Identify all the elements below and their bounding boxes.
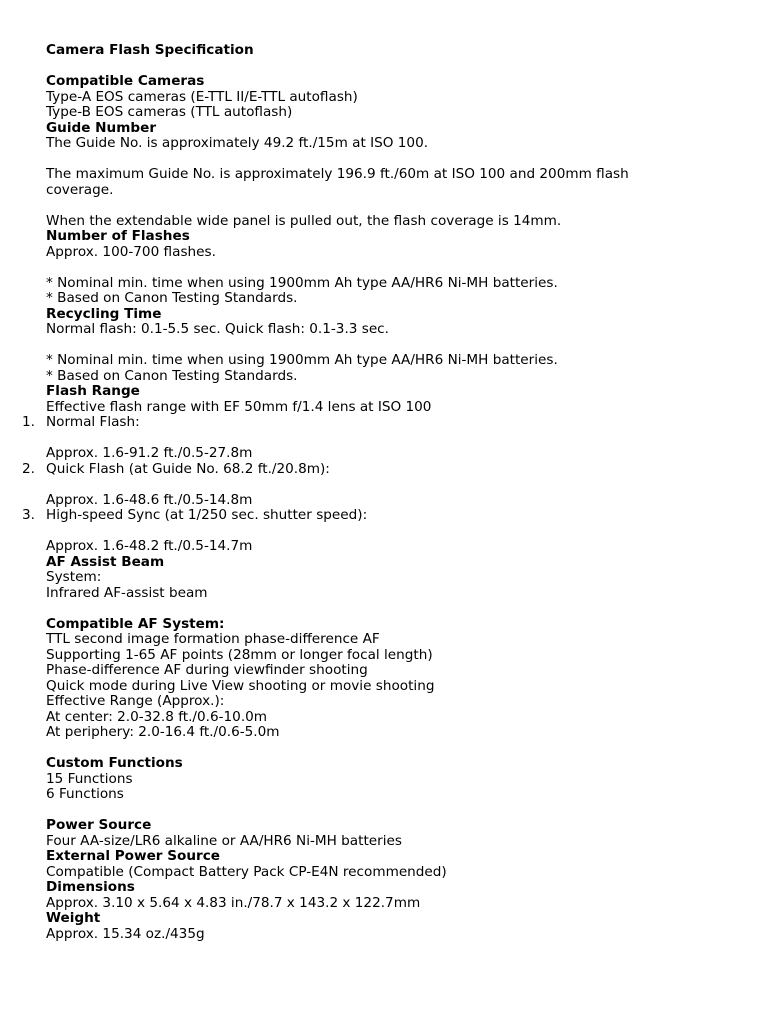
- text-line: TTL second image formation phase-difference AF: [46, 631, 380, 647]
- list-item-label: Quick Flash (at Guide No. 68.2 ft./20.8m):: [46, 460, 330, 477]
- text-line: Quick mode during Live View shooting or movie shooting: [46, 677, 435, 694]
- list-item-label: High-speed Sync (at 1/250 sec. shutter speed):: [46, 507, 368, 523]
- spacer: [46, 338, 746, 354]
- spacer: [46, 59, 746, 75]
- heading-compatible-af-system: Compatible AF System:: [46, 615, 225, 632]
- list-item-value: Approx. 1.6-48.6 ft./0.5-14.8m: [46, 491, 253, 508]
- text-line: Type-A EOS cameras (E-TTL II/E-TTL autoflash): [46, 88, 358, 105]
- text-line: Normal flash: 0.1-5.5 sec. Quick flash: 0.1-3.3 sec.: [46, 321, 389, 337]
- text-line: Effective Range (Approx.):: [46, 693, 225, 709]
- heading-guide-number: Guide Number: [46, 119, 157, 136]
- list-item: [22, 460, 746, 478]
- spacer: [46, 601, 746, 617]
- spacer: [46, 431, 746, 447]
- text-line: Approx. 15.34 oz./435g: [46, 925, 205, 942]
- heading-compatible-cameras: Compatible Cameras: [46, 73, 205, 89]
- footnote: * Based on Canon Testing Standards.: [46, 290, 298, 306]
- text-line: Supporting 1-65 AF points (28mm or longer focal length): [46, 646, 433, 663]
- heading-af-assist-beam: AF Assist Beam: [46, 553, 165, 570]
- text-line: At periphery: 2.0-16.4 ft./0.6-5.0m: [46, 724, 280, 740]
- spacer: [46, 741, 746, 757]
- text-line: coverage.: [46, 181, 114, 198]
- text-line: The Guide No. is approximately 49.2 ft./15m at ISO 100.: [46, 135, 429, 151]
- spacer: [46, 477, 746, 493]
- text-line: Type-B EOS cameras (TTL autoflash): [46, 104, 293, 120]
- list-item-value: Approx. 1.6-91.2 ft./0.5-27.8m: [46, 445, 253, 461]
- text-line: At center: 2.0-32.8 ft./0.6-10.0m: [46, 708, 268, 725]
- spacer: [46, 152, 746, 168]
- text-line: Approx. 3.10 x 5.64 x 4.83 in./78.7 x 143.2 x 122.7mm: [46, 894, 421, 911]
- list-number: 3.: [22, 507, 35, 523]
- heading-recycling-time: Recycling Time: [46, 305, 162, 322]
- document-title: Camera Flash Specification: [46, 42, 254, 58]
- spacer: [46, 803, 746, 819]
- text-line: The maximum Guide No. is approximately 196.9 ft./60m at ISO 100 and 200mm flash: [46, 166, 629, 182]
- document-body: [22, 42, 746, 942]
- text-line: Effective flash range with EF 50mm f/1.4 lens at ISO 100: [46, 398, 432, 415]
- list-item-value: Approx. 1.6-48.2 ft./0.5-14.7m: [46, 538, 253, 554]
- text-line: Approx. 100-700 flashes.: [46, 243, 216, 260]
- text-line: Phase-difference AF during viewfinder shooting: [46, 662, 368, 678]
- list-item: [22, 414, 746, 431]
- list-number: 1.: [22, 414, 35, 430]
- text-line: 15 Functions: [46, 770, 133, 787]
- heading-power-source: Power Source: [46, 817, 152, 833]
- text-line: System:: [46, 569, 102, 585]
- footnote: * Based on Canon Testing Standards.: [46, 367, 298, 384]
- footnote: * Nominal min. time when using 1900mm Ah type AA/HR6 Ni-MH batteries.: [46, 352, 558, 368]
- text-line: Infrared AF-assist beam: [46, 584, 208, 601]
- spacer: [46, 524, 746, 540]
- text-line: Four AA-size/LR6 alkaline or AA/HR6 Ni-MH batteries: [46, 832, 402, 849]
- heading-flash-range: Flash Range: [46, 383, 140, 399]
- heading-custom-functions: Custom Functions: [46, 755, 183, 771]
- list-item-label: Normal Flash:: [46, 414, 140, 430]
- spacer: [46, 198, 746, 214]
- list-item: [22, 507, 746, 524]
- spacer: [46, 260, 746, 276]
- text-line: 6 Functions: [46, 786, 124, 802]
- list-number: 2.: [22, 460, 35, 477]
- heading-external-power-source: External Power Source: [46, 848, 221, 864]
- heading-dimensions: Dimensions: [46, 879, 135, 895]
- text-line: Compatible (Compact Battery Pack CP-E4N recommended): [46, 863, 447, 880]
- footnote: * Nominal min. time when using 1900mm Ah type AA/HR6 Ni-MH batteries.: [46, 274, 558, 291]
- text-line: When the extendable wide panel is pulled out, the flash coverage is 14mm.: [46, 212, 562, 229]
- heading-weight: Weight: [46, 910, 101, 926]
- heading-number-of-flashes: Number of Flashes: [46, 228, 190, 244]
